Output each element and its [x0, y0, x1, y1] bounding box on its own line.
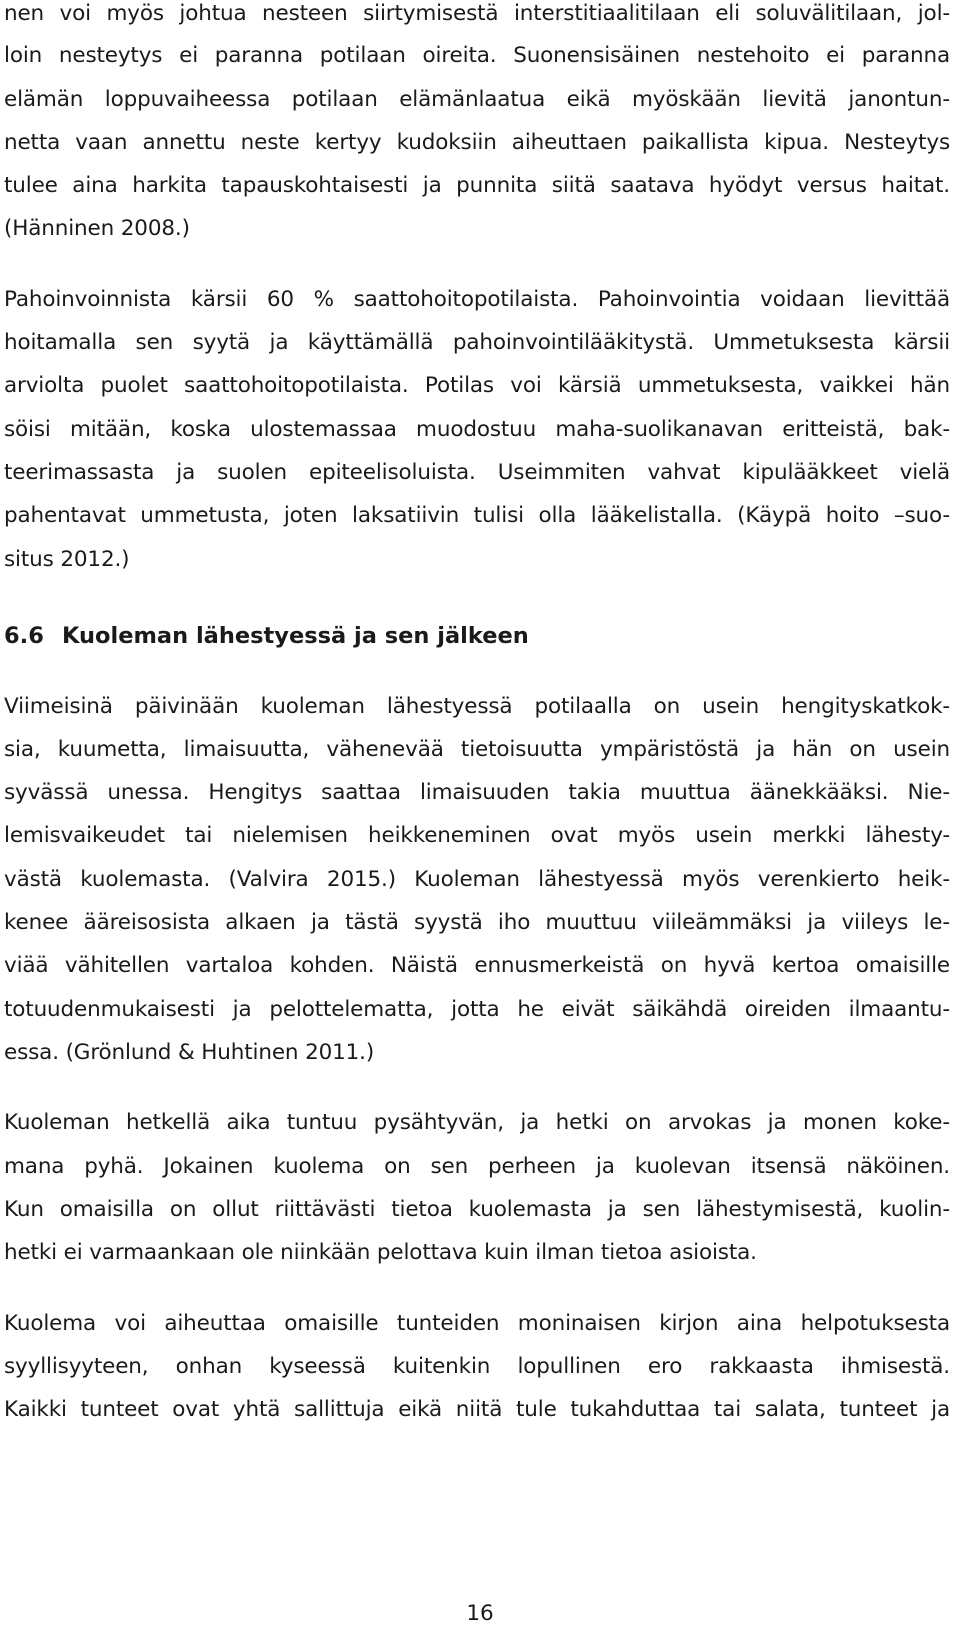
- text-line: mana pyhä. Jokainen kuolema on sen perheen ja kuolevan itsensä näköinen.: [4, 1154, 950, 1179]
- text-line: syyllisyyteen, onhan kyseessä kuitenkin lopullinen ero rakkaasta ihmisestä.: [4, 1354, 950, 1379]
- text-line: (Hänninen 2008.): [4, 216, 190, 241]
- text-line: viää vähitellen vartaloa kohden. Näistä ennusmerkeistä on hyvä kertoa omaisille: [4, 953, 950, 978]
- text-line: Kun omaisilla on ollut riittävästi tietoa kuolemasta ja sen lähestymisestä, kuolin-: [4, 1197, 950, 1222]
- text-line: Kaikki tunteet ovat yhtä sallittuja eikä niitä tule tukahduttaa tai salata, tunteet ja: [4, 1397, 950, 1422]
- page-number: 16: [466, 1601, 494, 1626]
- text-line: teerimassasta ja suolen epiteelisoluista. Useimmiten vahvat kipulääkkeet vielä: [4, 460, 950, 485]
- text-line: tulee aina harkita tapauskohtaisesti ja punnita siitä saatava hyödyt versus haitat.: [4, 173, 950, 198]
- text-line: Kuolema voi aiheuttaa omaisille tunteiden moninaisen kirjon aina helpotuksesta: [4, 1311, 950, 1336]
- text-line: lemisvaikeudet tai nielemisen heikkeneminen ovat myös usein merkki lähesty-: [4, 823, 950, 848]
- text-line: nen voi myös johtua nesteen siirtymisestä interstitiaalitilaan eli soluvälitilaan, jol-: [4, 1, 950, 26]
- text-line: söisi mitään, koska ulostemassaa muodostuu maha-suolikanavan eritteistä, bak-: [4, 417, 950, 442]
- text-line: loin nesteytys ei paranna potilaan oireita. Suonensisäinen nestehoito ei paranna: [4, 43, 950, 68]
- text-line: hetki ei varmaankaan ole niinkään pelottava kuin ilman tietoa asioista.: [4, 1240, 757, 1265]
- text-line: hoitamalla sen syytä ja käyttämällä pahoinvointilääkitystä. Ummetuksesta kärsii: [4, 330, 950, 355]
- text-line: arviolta puolet saattohoitopotilaista. Potilas voi kärsiä ummetuksesta, vaikkei hän: [4, 373, 950, 398]
- text-line: totuudenmukaisesti ja pelottelematta, jotta he eivät säikähdä oireiden ilmaantu-: [4, 997, 950, 1022]
- text-line: sia, kuumetta, limaisuutta, vähenevää tietoisuutta ympäristöstä ja hän on usein: [4, 737, 950, 762]
- text-line: elämän loppuvaiheessa potilaan elämänlaatua eikä myöskään lievitä janontun-: [4, 87, 950, 112]
- text-line: essa. (Grönlund & Huhtinen 2011.): [4, 1040, 375, 1065]
- section-title: Kuoleman lähestyessä ja sen jälkeen: [62, 623, 529, 649]
- text-line: pahentavat ummetusta, joten laksatiivin tulisi olla lääkelistalla. (Käypä hoito –suo-: [4, 503, 950, 528]
- section-number: 6.6: [4, 623, 44, 649]
- text-line: Viimeisinä päivinään kuoleman lähestyessä potilaalla on usein hengityskatkok-: [4, 694, 950, 719]
- text-line: västä kuolemasta. (Valvira 2015.) Kuoleman lähestyessä myös verenkierto heik-: [4, 867, 950, 892]
- text-line: kenee ääreisosista alkaen ja tästä syystä iho muuttuu viileämmäksi ja viileys le-: [4, 910, 950, 935]
- text-line: netta vaan annettu neste kertyy kudoksiin aiheuttaen paikallista kipua. Nesteytys: [4, 130, 950, 155]
- text-line: Pahoinvoinnista kärsii 60 % saattohoitopotilaista. Pahoinvointia voidaan lievittää: [4, 287, 950, 312]
- text-line: syvässä unessa. Hengitys saattaa limaisuuden takia muuttua äänekkääksi. Nie-: [4, 780, 950, 805]
- text-line: situs 2012.): [4, 547, 130, 572]
- text-line: Kuoleman hetkellä aika tuntuu pysähtyvän, ja hetki on arvokas ja monen koke-: [4, 1110, 950, 1135]
- section-heading: [4, 622, 950, 650]
